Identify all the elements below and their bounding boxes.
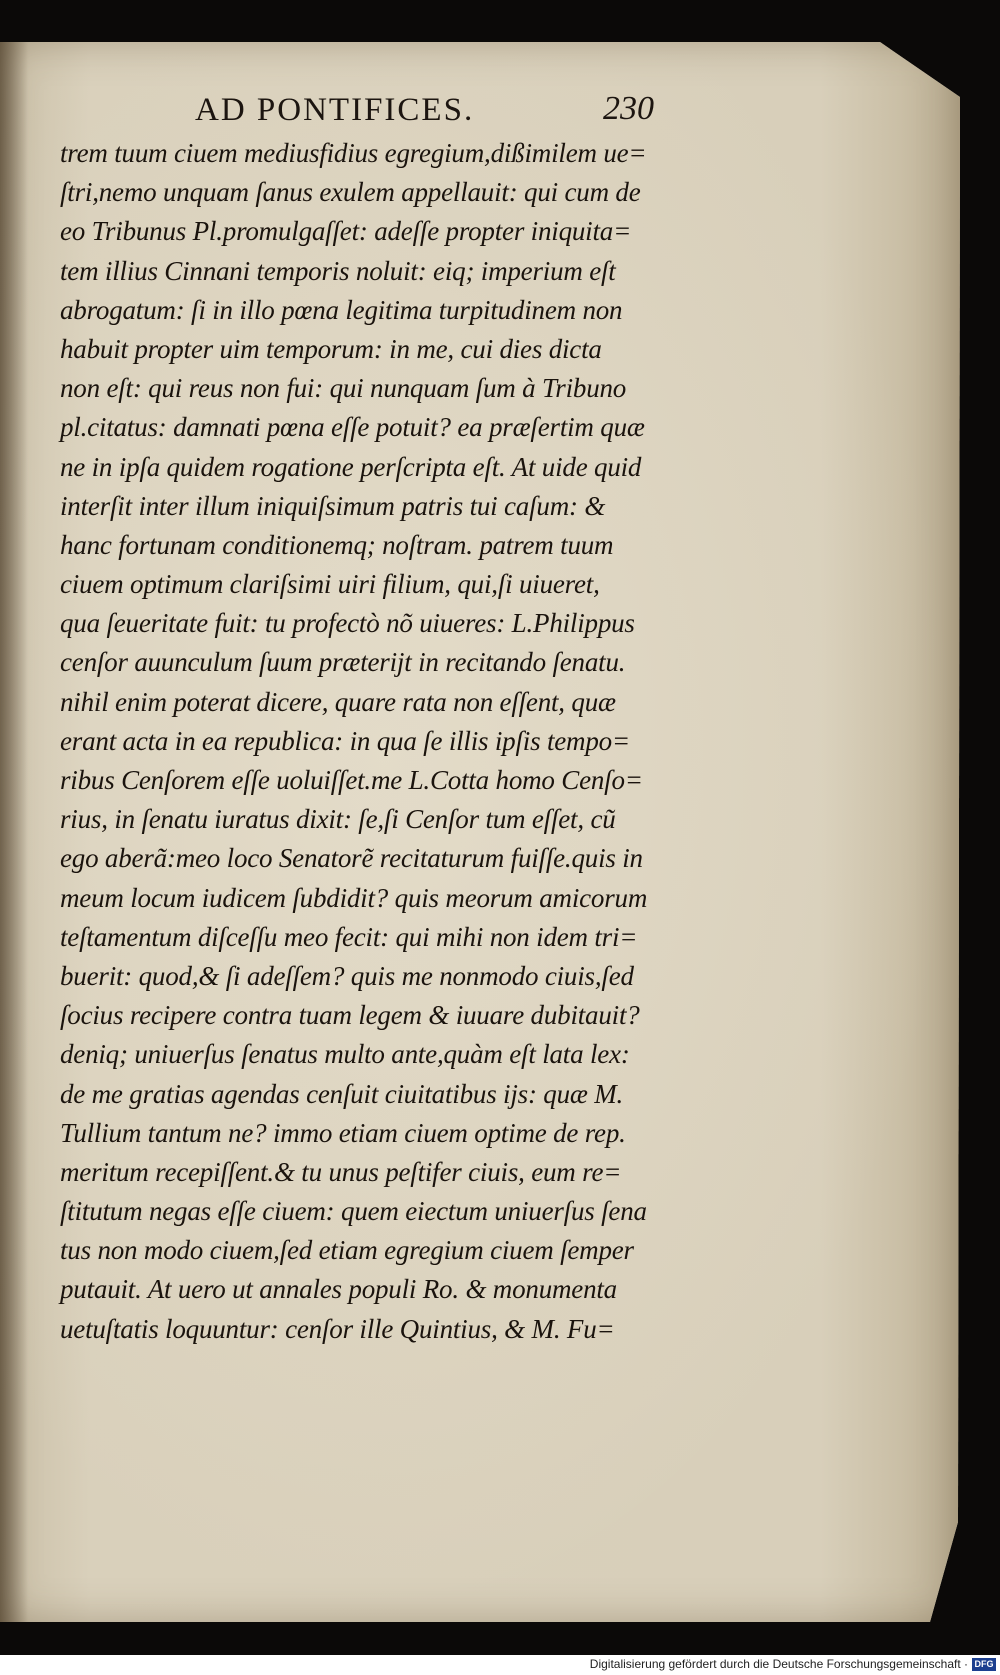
text-line: ribus Cenſorem eſſe uoluiſſet.me L.Cotta homo Cenſo=: [60, 765, 643, 795]
text-line: tem illius Cinnani temporis noluit: eiq; imperium eſt: [60, 255, 616, 286]
footer-bar: [0, 1655, 1000, 1675]
page-number: 230: [603, 90, 654, 127]
text-line: habuit propter uim temporum: in me, cui dies dicta: [60, 333, 602, 364]
text-line: erant acta in ea republica: in qua ſe illis ipſis tempo=: [60, 725, 630, 756]
text-line: cenſor auunculum ſuum præterijt in recitando ſenatu.: [60, 647, 626, 678]
text-line: interſit inter illum iniquiſsimum patris tui caſum: &: [60, 490, 606, 521]
text-line: qua ſeueritate fuit: tu profectò nõ uiueres: L.Philippus: [60, 608, 635, 639]
page-gutter-shadow: [0, 42, 28, 1622]
text-line: tus non modo ciuem,ſed etiam egregium ciuem ſemper: [60, 1235, 634, 1266]
text-line: ne in ipſa quidem rogatione perſcripta eſt. At uide quid: [60, 451, 642, 482]
text-line: nihil enim poterat dicere, quare rata non eſſent, quæ: [60, 686, 616, 717]
text-line: ciuem optimum clariſsimi uiri filium, qui,ſi uiueret,: [60, 569, 600, 600]
text-line: ego aberã:meo loco Senatorẽ recitaturum fuiſſe.quis in: [60, 843, 643, 874]
dfg-logo: DFG: [972, 1658, 996, 1671]
text-line: teſtamentum diſceſſu meo fecit: qui mihi non idem tri=: [60, 921, 638, 952]
text-line: Tullium tantum ne? immo etiam ciuem optime de rep.: [60, 1117, 626, 1148]
text-line: ſocius recipere contra tuam legem & iuuare dubitauit?: [60, 1000, 640, 1031]
text-block: [60, 134, 700, 1349]
text-line: de me gratias agendas cenſuit ciuitatibus ijs: quæ M.: [60, 1078, 624, 1109]
text-line: deniq; uniuerſus ſenatus multo ante,quàm eſt lata lex:: [60, 1039, 630, 1070]
text-line: meritum recepiſſent.& tu unus peſtifer ciuis, eum re=: [60, 1156, 622, 1187]
text-line: non eſt: qui reus non fui: qui nunquam ſum à Tribuno: [60, 373, 627, 404]
text-line: abrogatum: ſi in illo pœna legitima turpitudinem non: [60, 294, 623, 325]
text-line: ſtri,nemo unquam ſanus exulem appellauit: qui cum de: [60, 177, 641, 208]
text-line: pl.citatus: damnati pœna eſſe potuit? ea præſertim quæ: [60, 412, 645, 443]
running-title: AD PONTIFICES.: [195, 92, 475, 128]
text-line: putauit. At uero ut annales populi Ro. & monumenta: [60, 1274, 617, 1305]
text-line: trem tuum ciuem mediusfidius egregium,dißimilem ue=: [60, 138, 647, 168]
text-line: eo Tribunus Pl.promulgaſſet: adeſſe propter iniquita=: [60, 216, 632, 247]
text-line: meum locum iudicem ſubdidit? quis meorum amicorum: [60, 882, 648, 913]
text-line: buerit: quod,& ſi adeſſem? quis me nonmodo ciuis,ſed: [60, 960, 634, 991]
text-line: rius, in ſenatu iuratus dixit: ſe,ſi Cenſor tum eſſet, cũ: [60, 804, 616, 835]
text-line: uetuſtatis loquuntur: cenſor ille Quintius, & M. Fu=: [60, 1313, 615, 1344]
text-line: ſtitutum negas eſſe ciuem: quem eiectum uniuerſus ſena: [60, 1196, 647, 1227]
text-line: hanc fortunam conditionemq; noſtram. patrem tuum: [60, 529, 614, 560]
funding-credit: Digitalisierung gefördert durch die Deutsche Forschungsgemeinschaft ·: [589, 1657, 968, 1671]
running-head: [0, 92, 1000, 132]
